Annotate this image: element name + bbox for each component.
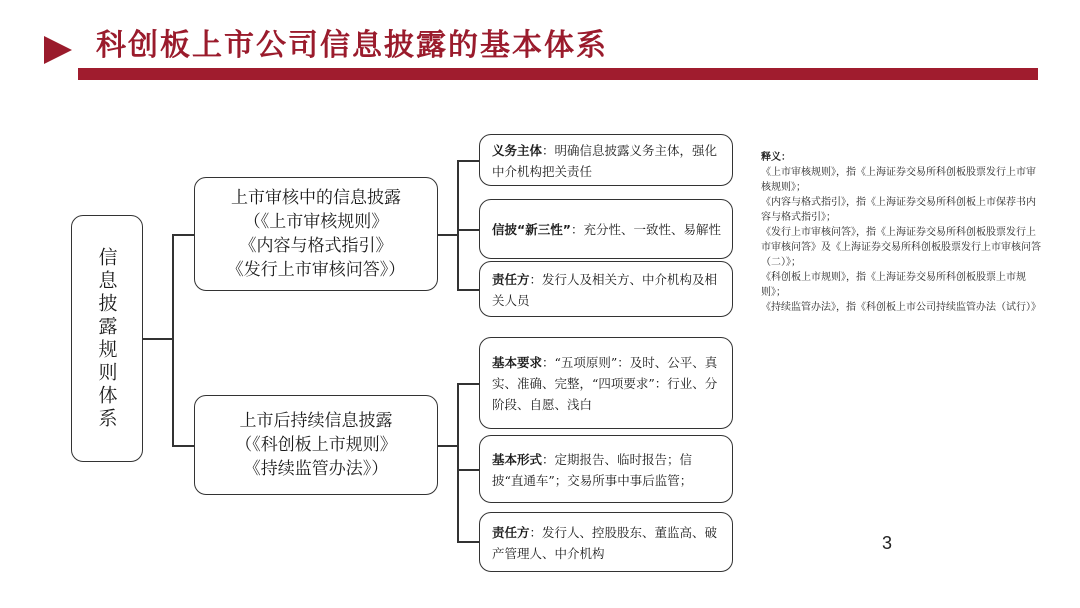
definitions-heading: 释义： — [761, 152, 791, 163]
connector-root-vertical — [172, 234, 174, 446]
leaf-node-keyword: 信披“新三性” — [492, 222, 571, 237]
leaf-node-text: ：明确信息披露义务主体，强化中介机构把关责任 — [492, 142, 718, 179]
branch-node-rule: （《科创板上市规则》 — [235, 435, 397, 455]
leaf-node-text: ：充分性、一致性、易解性 — [570, 222, 721, 237]
definitions-line: 《内容与格式指引》，指《上海证券交易所科创板上市保荐书内容与格式指引》； — [761, 197, 1036, 223]
connector-branch-2-leaf-2 — [457, 469, 479, 471]
page-title: 科创板上市公司信息披露的基本体系 — [96, 28, 608, 63]
connector-branch-2-vertical — [457, 383, 459, 542]
page-number: 3 — [882, 533, 893, 553]
root-node-label: 信息披露规则体系 — [95, 246, 118, 431]
branch-node-continuous-disclosure — [194, 395, 438, 495]
definitions-line: 《持续监管办法》，指《科创板上市公司持续监管办法（试行）》 — [761, 302, 1041, 313]
connector-branch-1-stem — [438, 234, 458, 236]
connector-branch-1-leaf-3 — [457, 289, 479, 291]
connector-branch-2-leaf-3 — [457, 541, 479, 543]
connector-branch-1-leaf-2 — [457, 229, 479, 231]
leaf-node-basic-requirements — [479, 337, 733, 429]
definitions-line: 《发行上市审核问答》，指《上海证券交易所科创板股票发行上市审核问答》及《上海证券交易所科创板股票发行上市审核问答（二）》； — [761, 227, 1041, 268]
definitions-note — [761, 150, 1041, 315]
branch-node-title: 上市审核中的信息披露 — [231, 188, 401, 208]
branch-node-rule: （《上市审核规则》 — [243, 212, 389, 232]
branch-node-listing-review — [194, 177, 438, 291]
branch-node-title: 上市后持续信息披露 — [239, 411, 393, 431]
leaf-node-text: ：发行人及相关方、中介机构及相关人员 — [492, 271, 718, 308]
root-node — [71, 215, 143, 462]
connector-branch-2-leaf-1 — [457, 383, 479, 385]
connector-branch-1-vertical — [457, 160, 459, 290]
leaf-node-responsible-parties-review — [479, 261, 733, 317]
leaf-node-obligation-subject — [479, 134, 733, 186]
connector-root-to-branch-1 — [172, 234, 194, 236]
definitions-line: 《上市审核规则》，指《上海证券交易所科创板股票发行上市审核规则》； — [761, 167, 1036, 193]
definitions-line: 《科创板上市规则》，指《上海证券交易所科创板股票上市规则》； — [761, 272, 1026, 298]
leaf-node-text: ：“五项原则”：及时、公平、真实、准确、完整，“四项要求”：行业、分阶段、自愿、浅白 — [492, 355, 718, 412]
title-arrow-icon — [44, 36, 72, 64]
leaf-node-text: ：定期报告、临时报告；信披“直通车”；交易所事中事后监管； — [492, 451, 693, 488]
connector-root-to-branch-2 — [172, 445, 194, 447]
leaf-node-keyword: 基本要求 — [492, 355, 543, 370]
leaf-node-keyword: 责任方 — [492, 271, 530, 287]
leaf-node-keyword: 责任方 — [492, 524, 530, 540]
connector-root-stem — [143, 338, 173, 340]
leaf-node-keyword: 基本形式 — [492, 451, 543, 467]
leaf-node-keyword: 义务主体 — [492, 142, 543, 158]
connector-branch-2-stem — [438, 445, 458, 447]
leaf-node-text: ：发行人、控股股东、董监高、破产管理人、中介机构 — [492, 524, 718, 561]
leaf-node-three-properties — [479, 199, 733, 259]
title-underline-bar — [78, 68, 1038, 80]
branch-node-rule: 《内容与格式指引》 — [239, 236, 393, 256]
connector-branch-1-leaf-1 — [457, 160, 479, 162]
leaf-node-basic-forms — [479, 435, 733, 503]
leaf-node-responsible-parties-continuous — [479, 512, 733, 572]
branch-node-rule: 《发行上市审核问答》） — [226, 260, 406, 280]
branch-node-rule: 《持续监管办法》） — [243, 459, 389, 479]
